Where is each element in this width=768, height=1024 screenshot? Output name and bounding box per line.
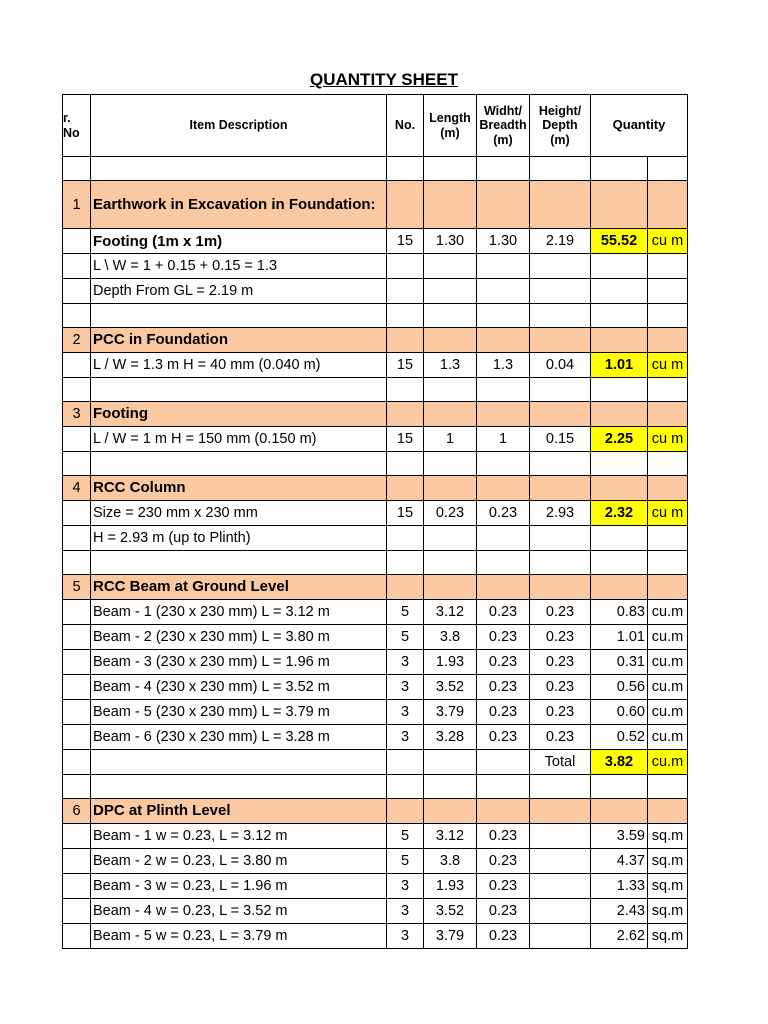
cell-no: 15 [387,427,424,452]
total-row [63,750,688,775]
cell-no: 3 [387,675,424,700]
empty-cell [424,304,477,328]
section-number: 3 [63,402,91,427]
cell-unit: cu m [648,501,688,526]
cell-quantity: 1.01 [591,625,648,650]
empty-cell [63,452,91,476]
empty-cell [591,551,648,575]
empty-cell [424,575,477,600]
cell-unit: sq.m [648,849,688,874]
cell-unit: sq.m [648,924,688,949]
cell-length [424,279,477,304]
cell-length: 1.93 [424,650,477,675]
empty-cell [387,157,424,181]
cell-no: 3 [387,650,424,675]
cell-width: 1.30 [477,229,530,254]
cell-width: 0.23 [477,650,530,675]
empty-cell [648,402,688,427]
empty-cell [591,304,648,328]
cell-width: 0.23 [477,874,530,899]
cell-quantity: 1.33 [591,874,648,899]
empty-cell [424,181,477,229]
empty-cell [63,775,91,799]
cell-height [530,254,591,279]
header-sr-no: r. No [63,95,91,157]
section-header-row [63,575,688,600]
section-number: 2 [63,328,91,353]
item-description: H = 2.93 m (up to Plinth) [91,526,387,551]
cell-no [387,750,424,775]
empty-cell [387,799,424,824]
item-description: Beam - 2 w = 0.23, L = 3.80 m [91,849,387,874]
cell-quantity: 4.37 [591,849,648,874]
cell-no: 3 [387,725,424,750]
item-description: Beam - 5 (230 x 230 mm) L = 3.79 m [91,700,387,725]
empty-cell [424,452,477,476]
empty-cell [648,181,688,229]
cell-length: 1.30 [424,229,477,254]
empty-cell [63,157,91,181]
empty-cell [591,775,648,799]
empty-cell [387,378,424,402]
cell-width: 0.23 [477,625,530,650]
cell-length: 3.12 [424,600,477,625]
table-row [63,874,688,899]
empty-cell [477,575,530,600]
empty-cell [648,775,688,799]
empty-cell [530,476,591,501]
spacer-row [63,157,688,181]
empty-cell [387,775,424,799]
cell-no: 3 [387,924,424,949]
table-header-row [63,95,688,157]
cell-no: 5 [387,824,424,849]
cell-no [387,254,424,279]
item-description: Beam - 3 (230 x 230 mm) L = 1.96 m [91,650,387,675]
empty-cell [63,824,91,849]
empty-cell [530,378,591,402]
empty-cell [387,181,424,229]
empty-cell [477,452,530,476]
section-header-row [63,181,688,229]
empty-cell [591,181,648,229]
cell-no [387,526,424,551]
cell-height: 0.23 [530,650,591,675]
cell-quantity: 2.25 [591,427,648,452]
empty-cell [477,157,530,181]
empty-cell [530,452,591,476]
cell-unit: sq.m [648,824,688,849]
cell-height: 2.19 [530,229,591,254]
cell-unit: cu.m [648,675,688,700]
cell-quantity: 2.43 [591,899,648,924]
empty-cell [91,452,387,476]
empty-cell [387,476,424,501]
empty-cell [63,353,91,378]
cell-length: 3.52 [424,675,477,700]
section-title: PCC in Foundation [91,328,387,353]
empty-cell [63,874,91,899]
section-title: RCC Column [91,476,387,501]
empty-cell [591,328,648,353]
empty-cell [424,402,477,427]
cell-quantity [591,526,648,551]
spacer-row [63,304,688,328]
empty-cell [530,575,591,600]
item-description: Beam - 3 w = 0.23, L = 1.96 m [91,874,387,899]
cell-width [477,750,530,775]
cell-length [424,750,477,775]
empty-cell [424,476,477,501]
empty-cell [63,600,91,625]
empty-cell [530,304,591,328]
cell-length: 1 [424,427,477,452]
empty-cell [530,775,591,799]
table-row [63,924,688,949]
cell-width [477,279,530,304]
table-row [63,899,688,924]
cell-height: 2.93 [530,501,591,526]
empty-cell [591,476,648,501]
cell-height [530,526,591,551]
cell-length: 3.52 [424,899,477,924]
cell-height: 0.23 [530,675,591,700]
cell-length: 3.28 [424,725,477,750]
cell-quantity: 3.82 [591,750,648,775]
section-title: RCC Beam at Ground Level [91,575,387,600]
empty-cell [591,575,648,600]
cell-unit: cu.m [648,600,688,625]
item-description: Beam - 4 (230 x 230 mm) L = 3.52 m [91,675,387,700]
item-description: Beam - 1 (230 x 230 mm) L = 3.12 m [91,600,387,625]
empty-cell [63,427,91,452]
table-row [63,675,688,700]
cell-unit [648,279,688,304]
cell-width [477,526,530,551]
empty-cell [477,775,530,799]
cell-unit [648,526,688,551]
cell-width: 0.23 [477,700,530,725]
cell-quantity: 1.01 [591,353,648,378]
item-description: Beam - 5 w = 0.23, L = 3.79 m [91,924,387,949]
empty-cell [424,551,477,575]
empty-cell [648,551,688,575]
table-row [63,526,688,551]
cell-height: 0.04 [530,353,591,378]
empty-cell [91,551,387,575]
cell-width: 1 [477,427,530,452]
item-description: L / W = 1 m H = 150 mm (0.150 m) [91,427,387,452]
table-row [63,700,688,725]
cell-length: 1.93 [424,874,477,899]
cell-unit: cu m [648,353,688,378]
cell-quantity: 0.56 [591,675,648,700]
cell-height: 0.23 [530,625,591,650]
table-row [63,229,688,254]
header-no: No. [387,95,424,157]
empty-cell [424,378,477,402]
header-width: Widht/ Breadth (m) [477,95,530,157]
cell-no: 15 [387,353,424,378]
empty-cell [648,378,688,402]
empty-cell [530,328,591,353]
cell-unit: cu m [648,427,688,452]
empty-cell [424,157,477,181]
cell-height [530,849,591,874]
empty-cell [477,181,530,229]
item-description: Beam - 1 w = 0.23, L = 3.12 m [91,824,387,849]
cell-width: 0.23 [477,675,530,700]
cell-no: 5 [387,849,424,874]
cell-no: 5 [387,625,424,650]
item-description: Depth From GL = 2.19 m [91,279,387,304]
item-description: Footing (1m x 1m) [91,229,387,254]
cell-no: 15 [387,501,424,526]
spacer-row [63,775,688,799]
spacer-row [63,452,688,476]
cell-quantity: 0.52 [591,725,648,750]
cell-quantity: 2.62 [591,924,648,949]
item-description [91,750,387,775]
cell-length: 1.3 [424,353,477,378]
table-row [63,625,688,650]
empty-cell [387,551,424,575]
cell-width: 0.23 [477,899,530,924]
page-title: QUANTITY SHEET [310,70,458,89]
empty-cell [648,476,688,501]
empty-cell [591,378,648,402]
empty-cell [477,328,530,353]
empty-cell [648,304,688,328]
section-title: DPC at Plinth Level [91,799,387,824]
cell-quantity: 0.83 [591,600,648,625]
cell-unit: cu m [648,229,688,254]
empty-cell [91,378,387,402]
cell-length: 3.8 [424,849,477,874]
empty-cell [530,799,591,824]
empty-cell [63,378,91,402]
empty-cell [63,551,91,575]
cell-unit: sq.m [648,899,688,924]
cell-no: 3 [387,874,424,899]
cell-width: 0.23 [477,824,530,849]
cell-no: 5 [387,600,424,625]
empty-cell [63,254,91,279]
cell-unit: cu.m [648,725,688,750]
empty-cell [63,700,91,725]
empty-cell [63,899,91,924]
empty-cell [648,575,688,600]
empty-cell [387,452,424,476]
empty-cell [63,675,91,700]
quantity-table [62,94,688,949]
empty-cell [591,402,648,427]
empty-cell [477,476,530,501]
header-quantity: Quantity [591,95,688,157]
empty-cell [91,775,387,799]
empty-cell [530,402,591,427]
header-length: Length (m) [424,95,477,157]
empty-cell [424,775,477,799]
cell-height [530,279,591,304]
empty-cell [387,328,424,353]
cell-quantity [591,254,648,279]
cell-width: 0.23 [477,501,530,526]
empty-cell [424,799,477,824]
empty-cell [63,625,91,650]
item-description: L \ W = 1 + 0.15 + 0.15 = 1.3 [91,254,387,279]
empty-cell [530,157,591,181]
empty-cell [477,304,530,328]
header-height: Height/ Depth (m) [530,95,591,157]
item-description: L / W = 1.3 m H = 40 mm (0.040 m) [91,353,387,378]
cell-quantity [591,279,648,304]
empty-cell [63,501,91,526]
empty-cell [648,799,688,824]
empty-cell [387,402,424,427]
table-row [63,353,688,378]
section-header-row [63,799,688,824]
section-title: Footing [91,402,387,427]
cell-length [424,526,477,551]
empty-cell [530,551,591,575]
empty-cell [63,650,91,675]
empty-cell [387,304,424,328]
section-number: 5 [63,575,91,600]
empty-cell [477,378,530,402]
table-row [63,849,688,874]
cell-width [477,254,530,279]
cell-height: 0.23 [530,725,591,750]
cell-no: 3 [387,700,424,725]
cell-width: 0.23 [477,849,530,874]
table-row [63,279,688,304]
empty-cell [591,799,648,824]
cell-unit: cu.m [648,750,688,775]
cell-width: 0.23 [477,725,530,750]
cell-no [387,279,424,304]
cell-quantity: 55.52 [591,229,648,254]
cell-height [530,874,591,899]
empty-cell [530,181,591,229]
empty-cell [91,157,387,181]
cell-height: 0.15 [530,427,591,452]
section-number: 4 [63,476,91,501]
empty-cell [63,279,91,304]
cell-quantity: 0.60 [591,700,648,725]
empty-cell [91,304,387,328]
empty-cell [648,328,688,353]
cell-height [530,924,591,949]
cell-unit [648,254,688,279]
empty-cell [424,328,477,353]
cell-quantity: 3.59 [591,824,648,849]
table-row [63,600,688,625]
cell-unit: cu.m [648,700,688,725]
cell-height: 0.23 [530,600,591,625]
empty-cell [477,551,530,575]
total-label: Total [530,750,591,775]
spacer-row [63,378,688,402]
cell-length: 3.8 [424,625,477,650]
table-row [63,254,688,279]
empty-cell [477,402,530,427]
cell-no: 15 [387,229,424,254]
cell-height [530,899,591,924]
section-number: 6 [63,799,91,824]
empty-cell [63,750,91,775]
cell-quantity: 2.32 [591,501,648,526]
item-description: Beam - 4 w = 0.23, L = 3.52 m [91,899,387,924]
table-row [63,650,688,675]
empty-cell [591,157,648,181]
cell-width: 1.3 [477,353,530,378]
section-header-row [63,402,688,427]
empty-cell [477,799,530,824]
empty-cell [387,575,424,600]
cell-height: 0.23 [530,700,591,725]
section-header-row [63,328,688,353]
cell-no: 3 [387,899,424,924]
section-number: 1 [63,181,91,229]
empty-cell [63,229,91,254]
item-description: Beam - 6 (230 x 230 mm) L = 3.28 m [91,725,387,750]
quantity-table-body [63,95,688,949]
empty-cell [63,725,91,750]
empty-cell [591,452,648,476]
item-description: Beam - 2 (230 x 230 mm) L = 3.80 m [91,625,387,650]
empty-cell [648,157,688,181]
table-row [63,501,688,526]
section-header-row [63,476,688,501]
header-item-description: Item Description [91,95,387,157]
table-row [63,725,688,750]
cell-height [530,824,591,849]
cell-length: 3.79 [424,924,477,949]
empty-cell [63,924,91,949]
cell-length [424,254,477,279]
table-row [63,427,688,452]
empty-cell [63,849,91,874]
spacer-row [63,551,688,575]
cell-unit: cu.m [648,625,688,650]
empty-cell [63,526,91,551]
cell-width: 0.23 [477,924,530,949]
cell-unit: sq.m [648,874,688,899]
cell-quantity: 0.31 [591,650,648,675]
empty-cell [648,452,688,476]
table-row [63,824,688,849]
cell-length: 3.79 [424,700,477,725]
cell-width: 0.23 [477,600,530,625]
section-title: Earthwork in Excavation in Foundation: [91,181,387,229]
cell-length: 3.12 [424,824,477,849]
item-description: Size = 230 mm x 230 mm [91,501,387,526]
cell-length: 0.23 [424,501,477,526]
empty-cell [63,304,91,328]
cell-unit: cu.m [648,650,688,675]
